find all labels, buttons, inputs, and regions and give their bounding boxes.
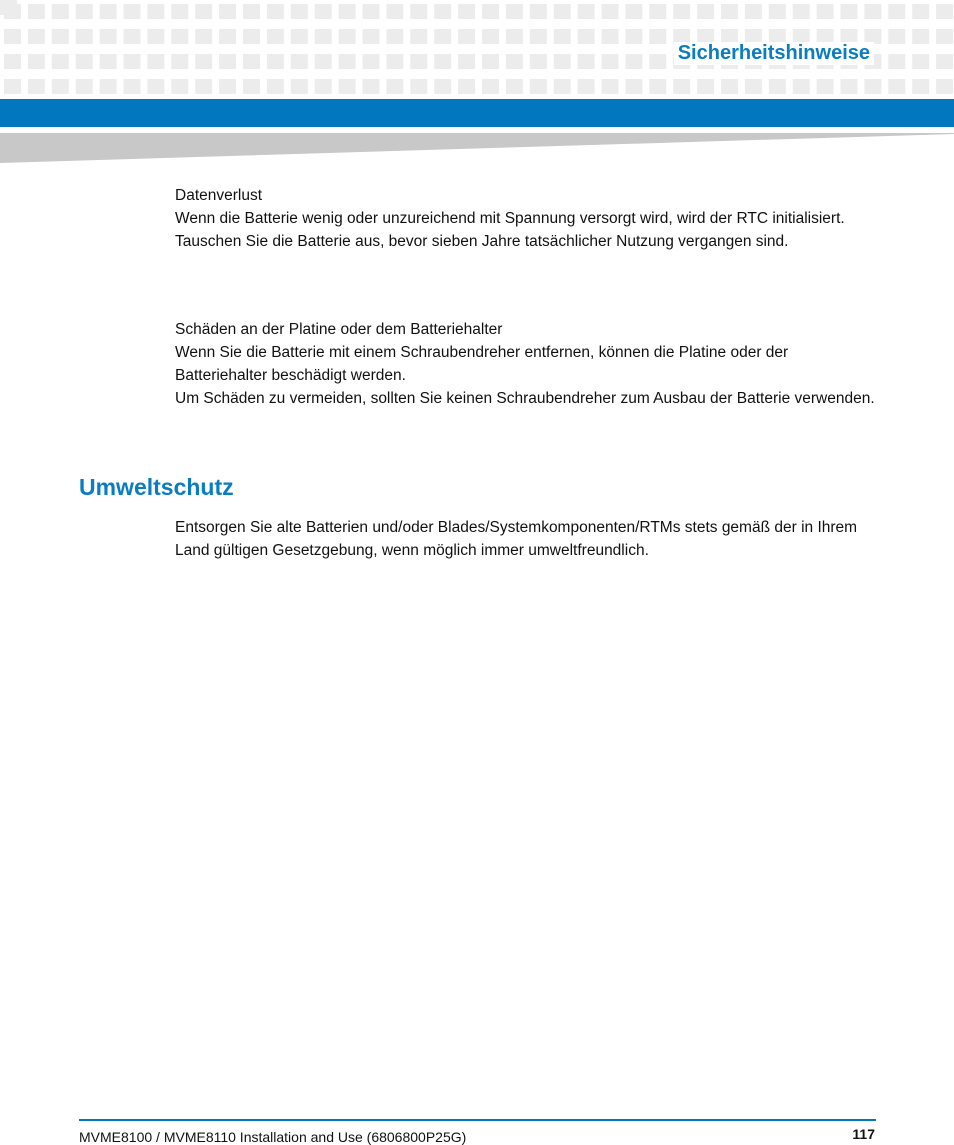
section-body — [175, 516, 875, 562]
warning-title: Schäden an der Platine oder dem Batteriehalter — [175, 321, 503, 338]
warning-title: Datenverlust — [175, 187, 263, 204]
footer-document-title: MVME8100 / MVME8110 Installation and Use (6806800P25G) — [79, 1129, 467, 1145]
footer-rule — [79, 1119, 876, 1121]
warning-board-damage — [175, 318, 875, 410]
header-section-title: Sicherheitshinweise — [674, 42, 874, 65]
header-grey-wedge — [0, 131, 954, 163]
section-paragraph: Entsorgen Sie alte Batterien und/oder Blades/Systemkomponenten/RTMs stets gemäß der in Ihrem Land gültigen Gesetzgebung, wenn möglich immer umweltfreundlich. — [175, 519, 858, 559]
warning-line: Tauschen Sie die Batterie aus, bevor sieben Jahre tatsächlicher Nutzung vergangen sind. — [175, 233, 789, 250]
header-blue-bar — [0, 99, 954, 127]
warning-line: Wenn Sie die Batterie mit einem Schraubendreher entfernen, können die Platine oder der Batteriehalter beschädigt werden. — [175, 344, 789, 384]
warning-line: Um Schäden zu vermeiden, sollten Sie keinen Schraubendreher zum Ausbau der Batterie verwenden. — [175, 390, 875, 407]
warning-data-loss — [175, 184, 875, 253]
section-heading: Umweltschutz — [79, 474, 234, 500]
warning-line: Wenn die Batterie wenig oder unzureichend mit Spannung versorgt wird, wird der RTC initialisiert. — [175, 210, 845, 227]
page-number: 117 — [852, 1126, 875, 1142]
